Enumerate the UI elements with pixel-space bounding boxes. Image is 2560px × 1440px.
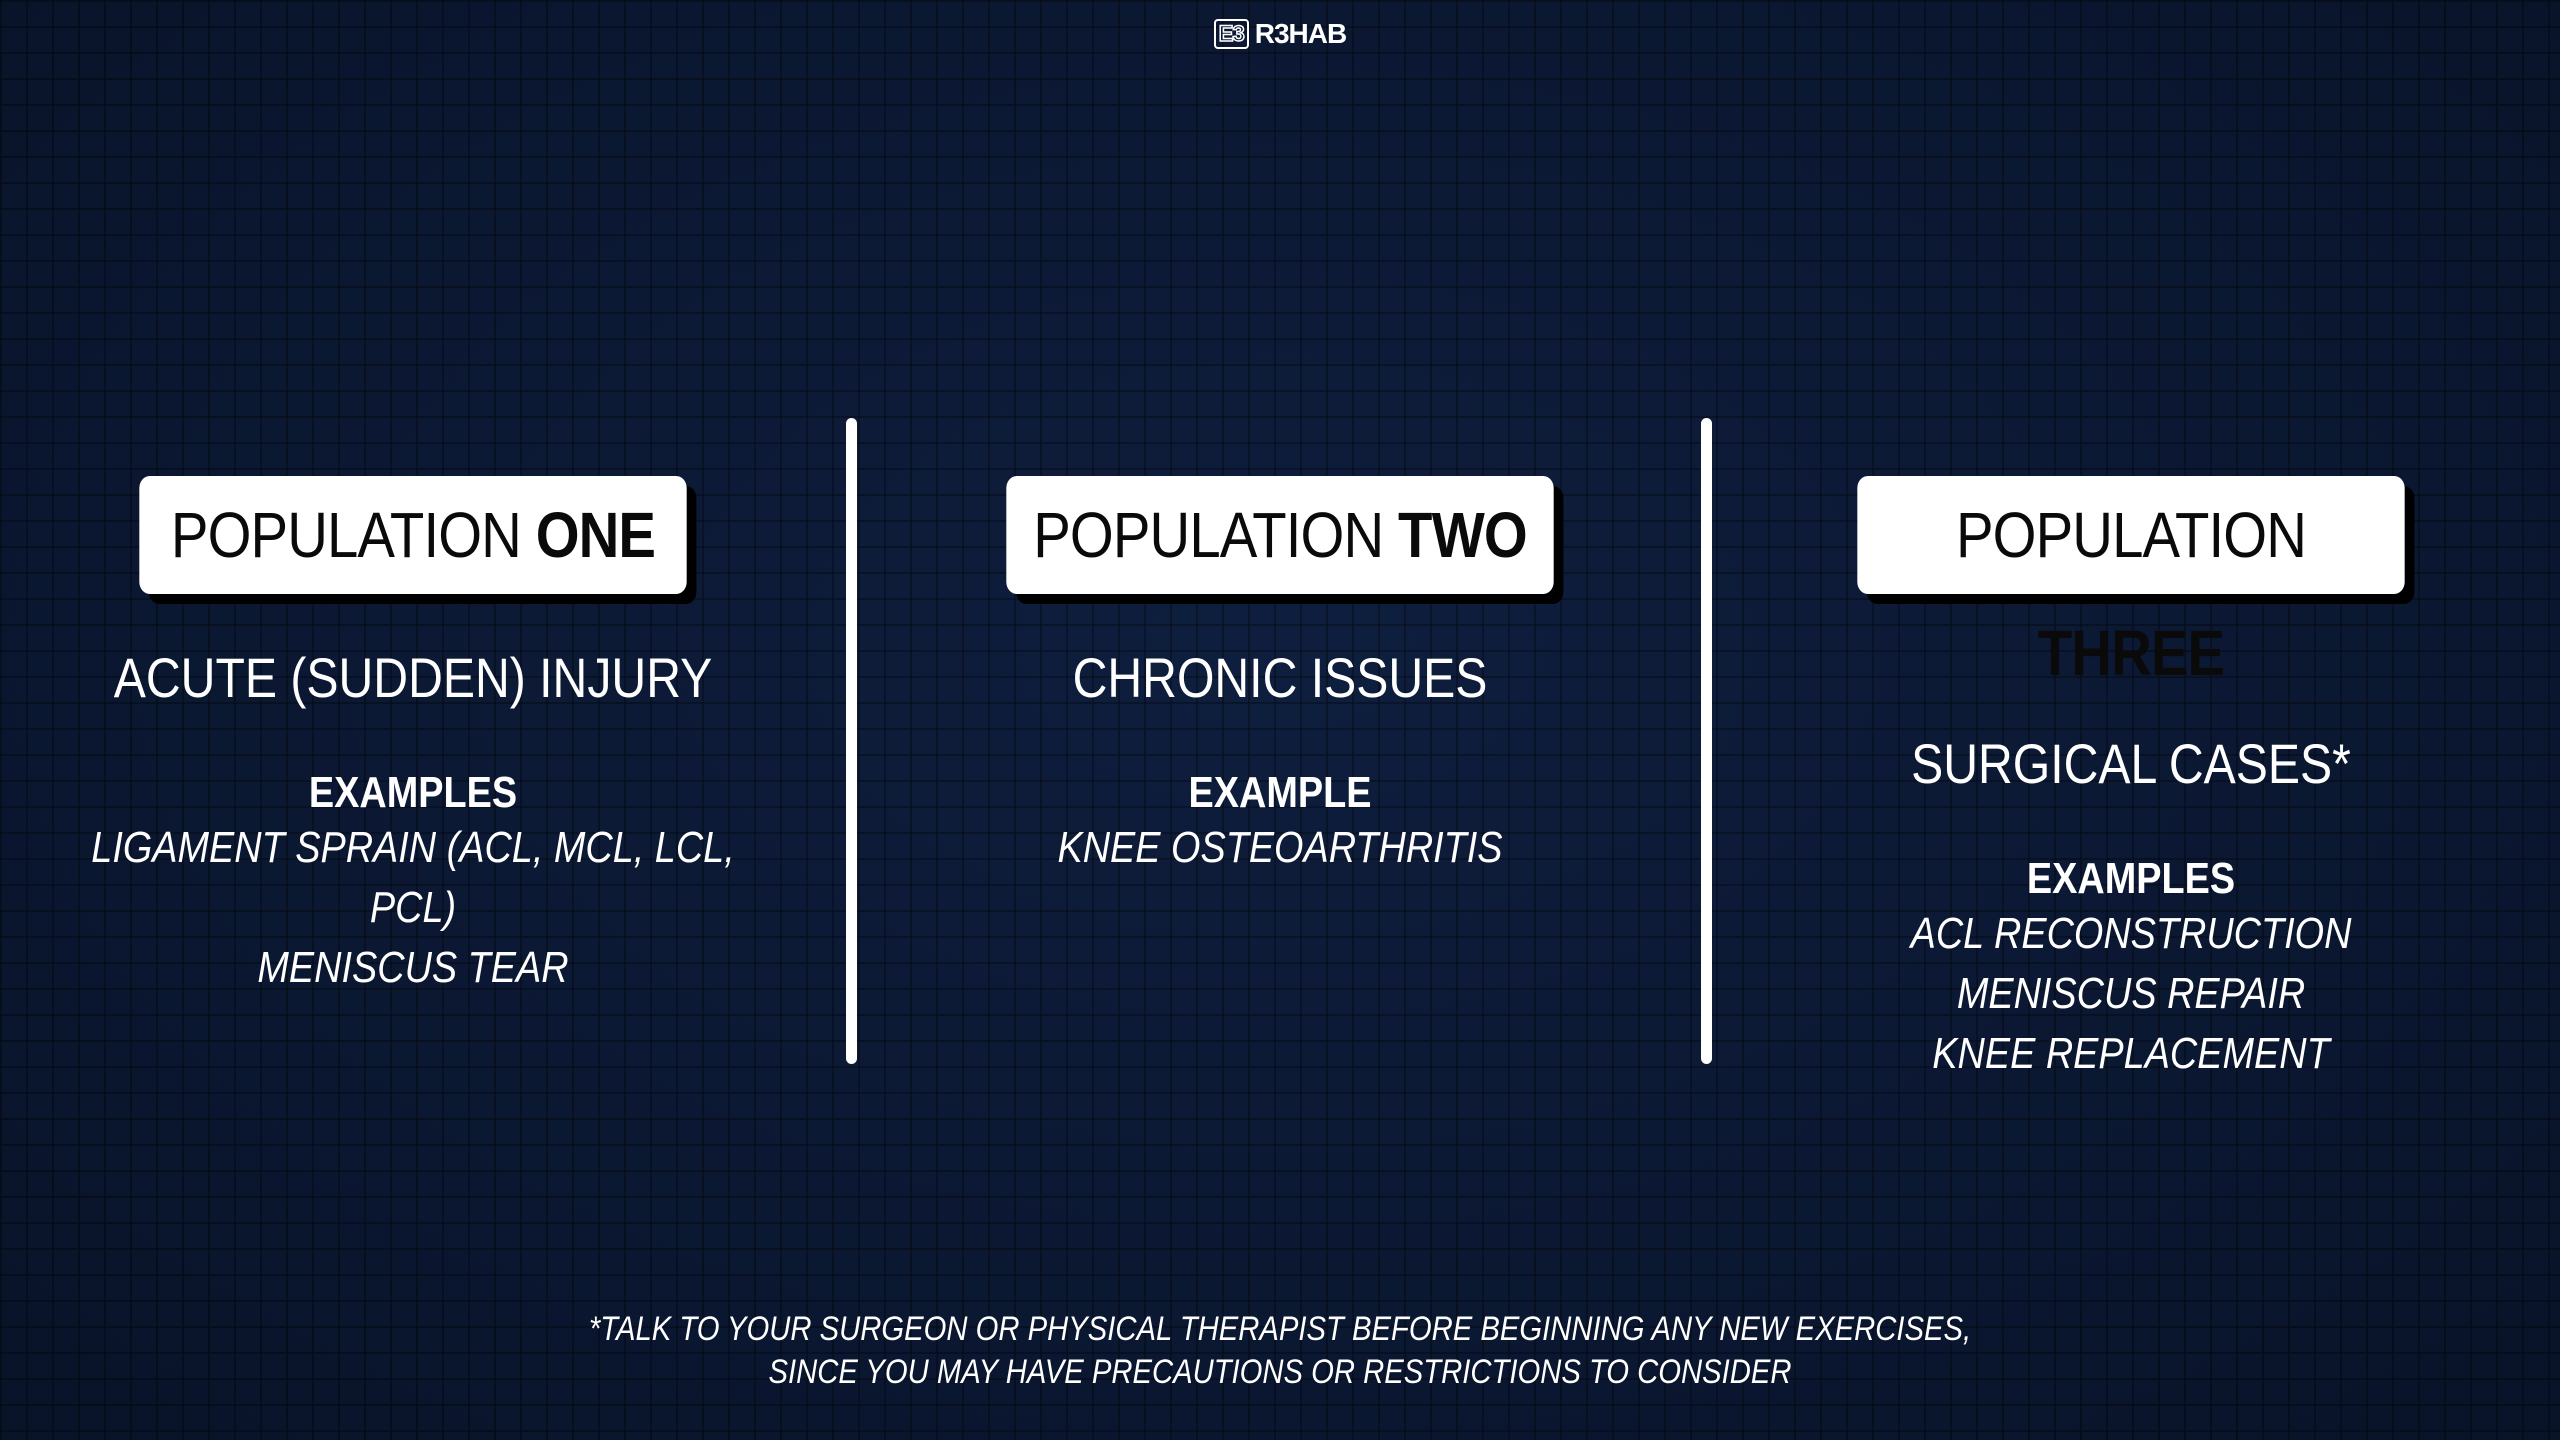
e3-rehab-logo [0, 18, 2560, 50]
example-item: MENISCUS TEAR [257, 943, 569, 992]
logo-text: R3HAB [1254, 18, 1347, 49]
footnote-line-2: SINCE YOU MAY HAVE PRECAUTIONS OR RESTRICTIONS TO CONSIDER [768, 1353, 1792, 1391]
example-item: KNEE REPLACEMENT [1932, 1029, 2330, 1078]
population-two-title-pill [1006, 476, 1553, 594]
example-item: MENISCUS REPAIR [1956, 969, 2306, 1018]
example-item: KNEE OSTEOARTHRITIS [1057, 823, 1503, 872]
footnote [179, 1308, 2381, 1394]
population-three-column [1751, 476, 2511, 1084]
population-two-category: CHRONIC ISSUES [1072, 646, 1488, 709]
title-prefix: POPULATION [170, 499, 536, 571]
population-one-column [33, 476, 793, 998]
population-one-title-pill [139, 476, 686, 594]
title-prefix: POPULATION [1955, 499, 2307, 571]
examples-label: EXAMPLES [2026, 854, 2236, 903]
examples-label: EXAMPLE [1188, 768, 1372, 817]
population-two-column [900, 476, 1660, 878]
title-prefix: POPULATION [1033, 499, 1399, 571]
example-item: LIGAMENT SPRAIN (ACL, MCL, LCL, PCL) [91, 823, 735, 932]
examples-label: EXAMPLES [308, 768, 518, 817]
column-divider [1701, 418, 1712, 1064]
population-one-category: ACUTE (SUDDEN) INJURY [113, 646, 713, 709]
population-three-category: SURGICAL CASES* [1911, 732, 2351, 795]
title-number: TWO [1398, 499, 1527, 571]
title-number: THREE [2037, 617, 2225, 689]
e3-logo-mark: E3 [1214, 19, 1249, 49]
title-number: ONE [535, 499, 656, 571]
footnote-line-1: *TALK TO YOUR SURGEON OR PHYSICAL THERAPIST BEFORE BEGINNING ANY NEW EXERCISES, [588, 1310, 1972, 1348]
column-divider [846, 418, 857, 1064]
population-three-title-pill [1857, 476, 2404, 689]
example-item: ACL RECONSTRUCTION [1910, 909, 2352, 958]
